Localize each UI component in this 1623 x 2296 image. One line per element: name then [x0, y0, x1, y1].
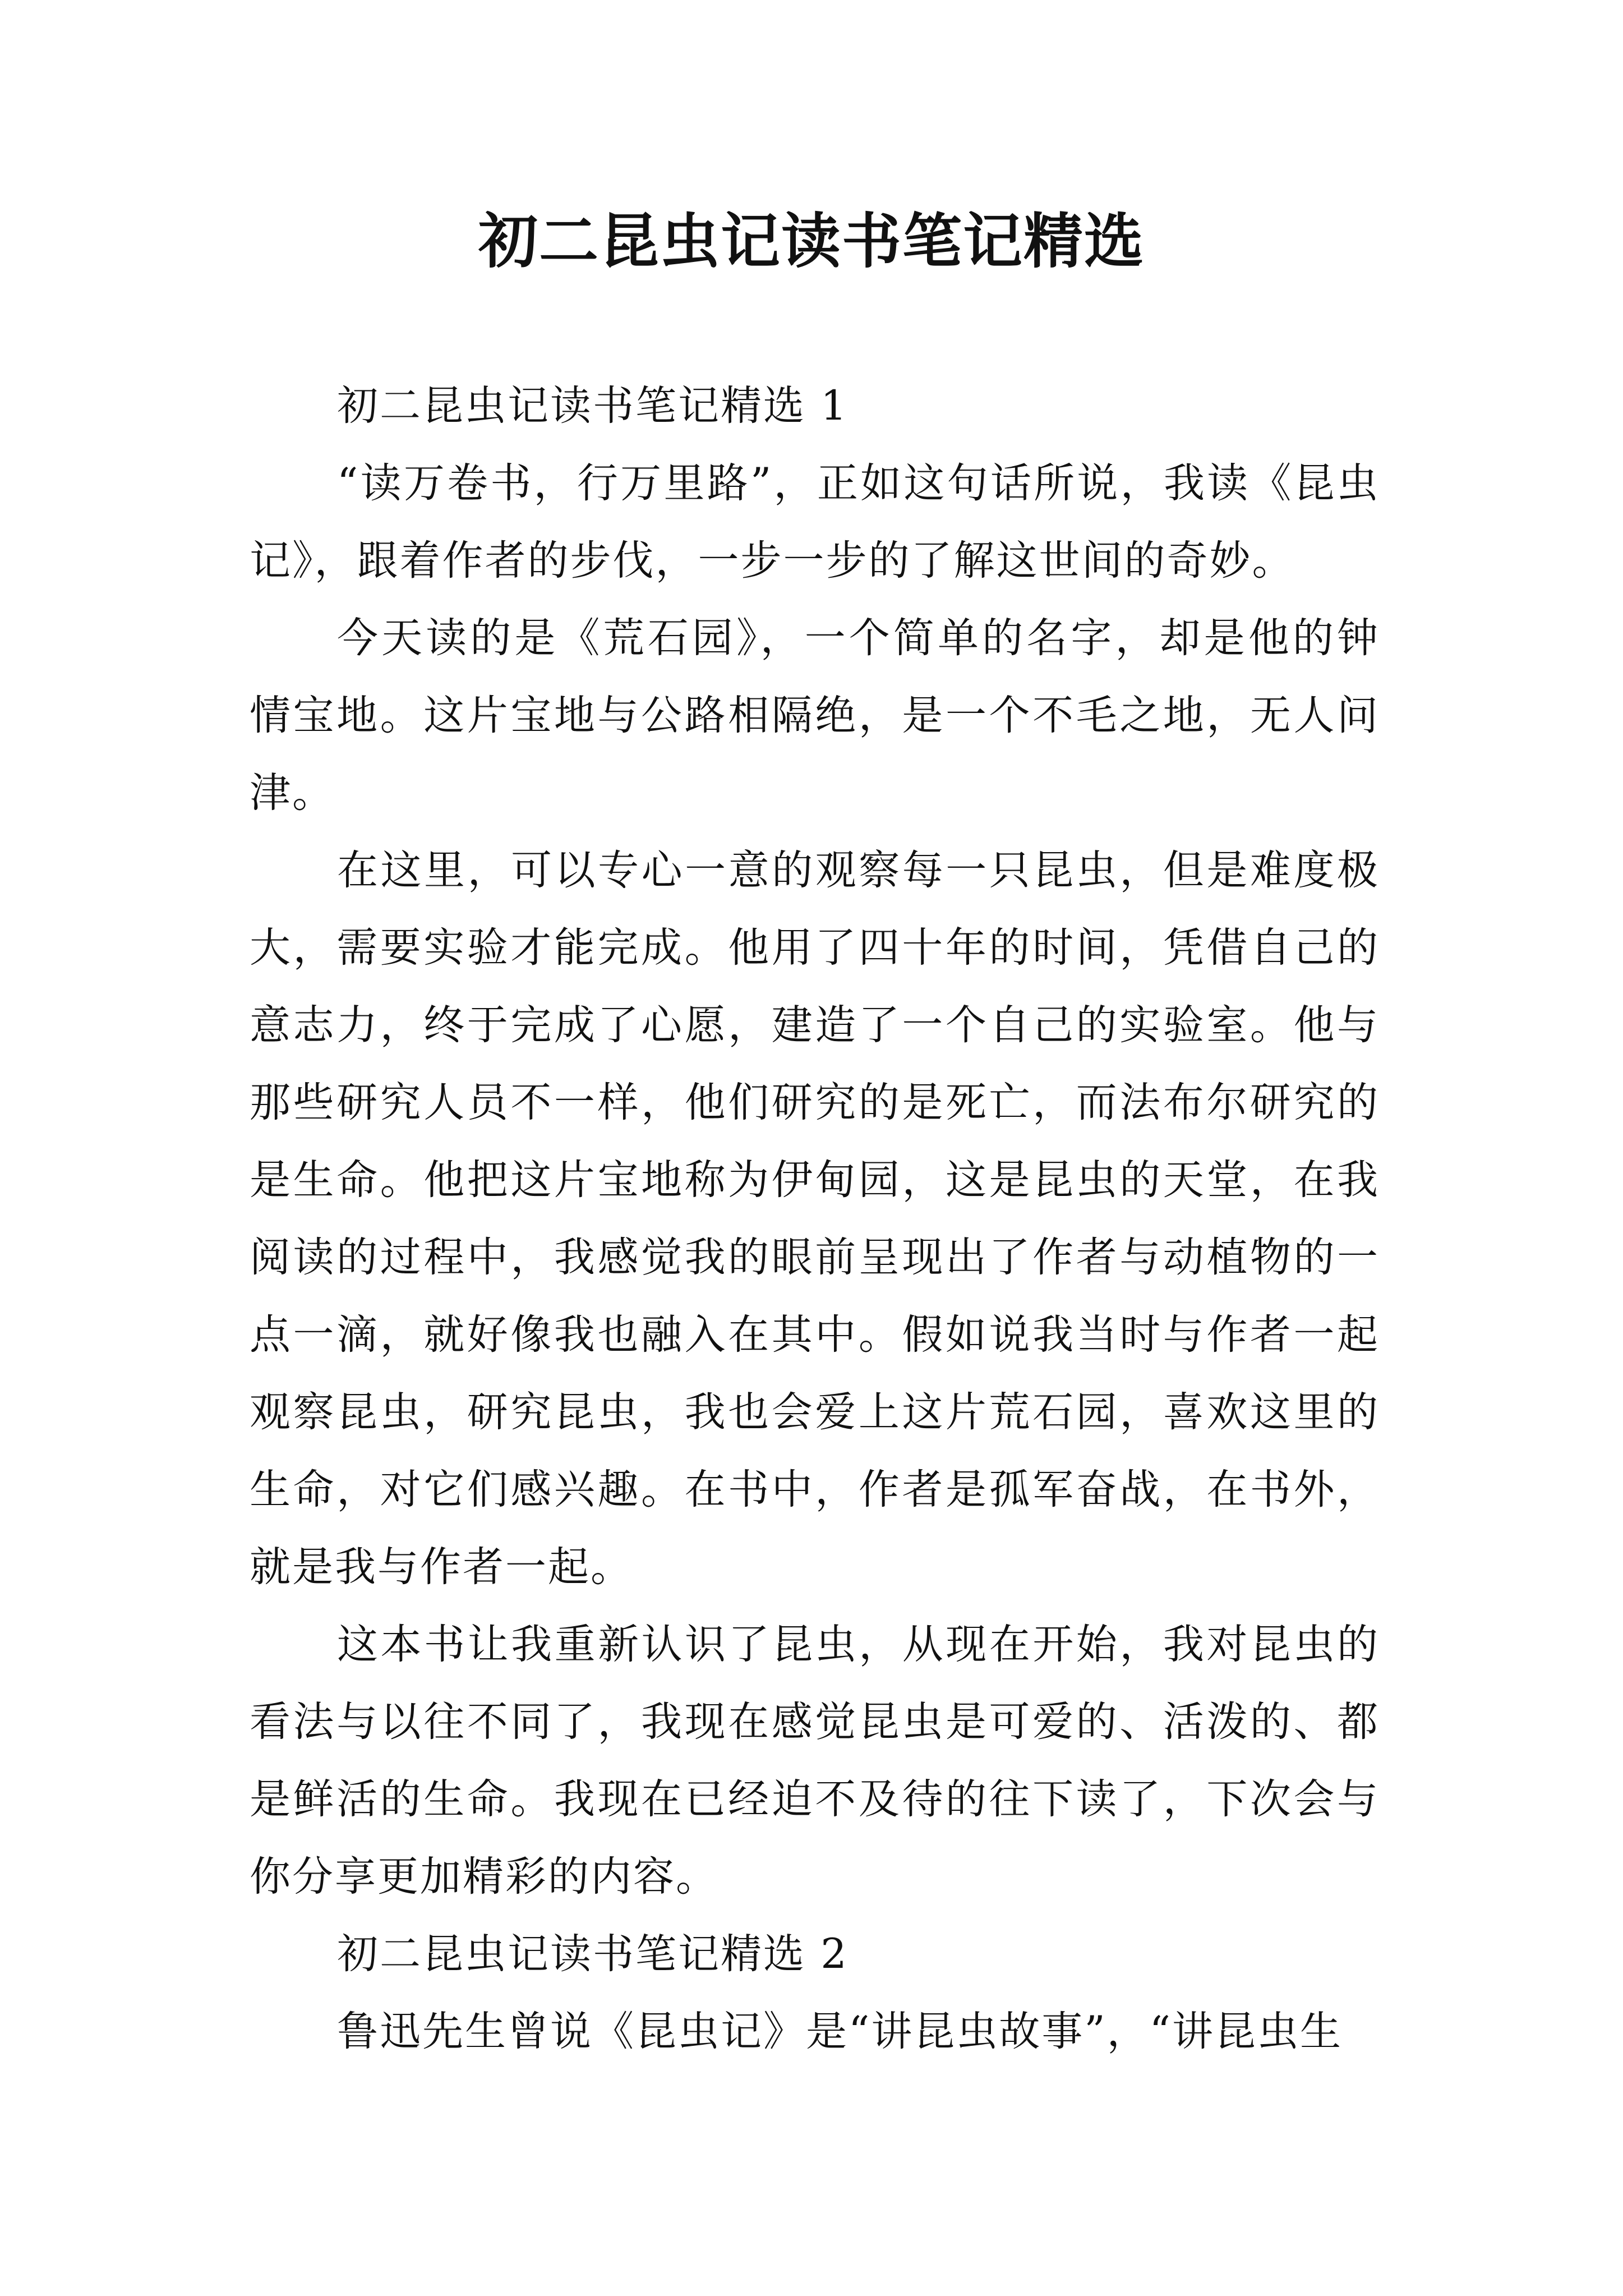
- paragraph: “读万卷书，行万里路”，正如这句话所说，我读《昆虫记》，跟着作者的步伐，一步一步的了解这世间的奇妙。: [250, 459, 1380, 585]
- paragraph: 鲁迅先生曾说《昆虫记》是“讲昆虫故事”，“讲昆虫生: [337, 2008, 1343, 2055]
- section-heading-1: 初二昆虫记读书笔记精选 1: [337, 382, 849, 430]
- paragraph: 这本书让我重新认识了昆虫，从现在开始，我对昆虫的看法与以往不同了，我现在感觉昆虫是可爱的、活泼的、都是鲜活的生命。我现在已经迫不及待的往下读了，下次会与你分享更加精彩的内容。: [250, 1621, 1380, 1901]
- document-body: [250, 367, 1380, 2070]
- section-heading-2: 初二昆虫记读书笔记精选 2: [337, 1930, 849, 1978]
- paragraph: 在这里，可以专心一意的观察每一只昆虫，但是难度极大，需要实验才能完成。他用了四十年的时间，凭借自己的意志力，终于完成了心愿，建造了一个自己的实验室。他与那些研究人员不一样，他们研究的是死亡，而法布尔研究的是生命。他把这片宝地称为伊甸园，这是昆虫的天堂，在我阅读的过程中，我感觉我的眼前呈现出了作者与动植物的一点一滴，就好像我也融入在其中。假如说我当时与作者一起观察昆虫，研究昆虫，我也会爱上这片荒石园，喜欢这里的生命，对它们感兴趣。在书中，作者是孤军奋战，在书外，就是我与作者一起。: [250, 846, 1380, 1591]
- document-title: 初二昆虫记读书笔记精选: [478, 206, 1145, 276]
- paragraph: 今天读的是《荒石园》，一个简单的名字，却是他的钟情宝地。这片宝地与公路相隔绝，是一个不毛之地，无人问津。: [250, 614, 1380, 817]
